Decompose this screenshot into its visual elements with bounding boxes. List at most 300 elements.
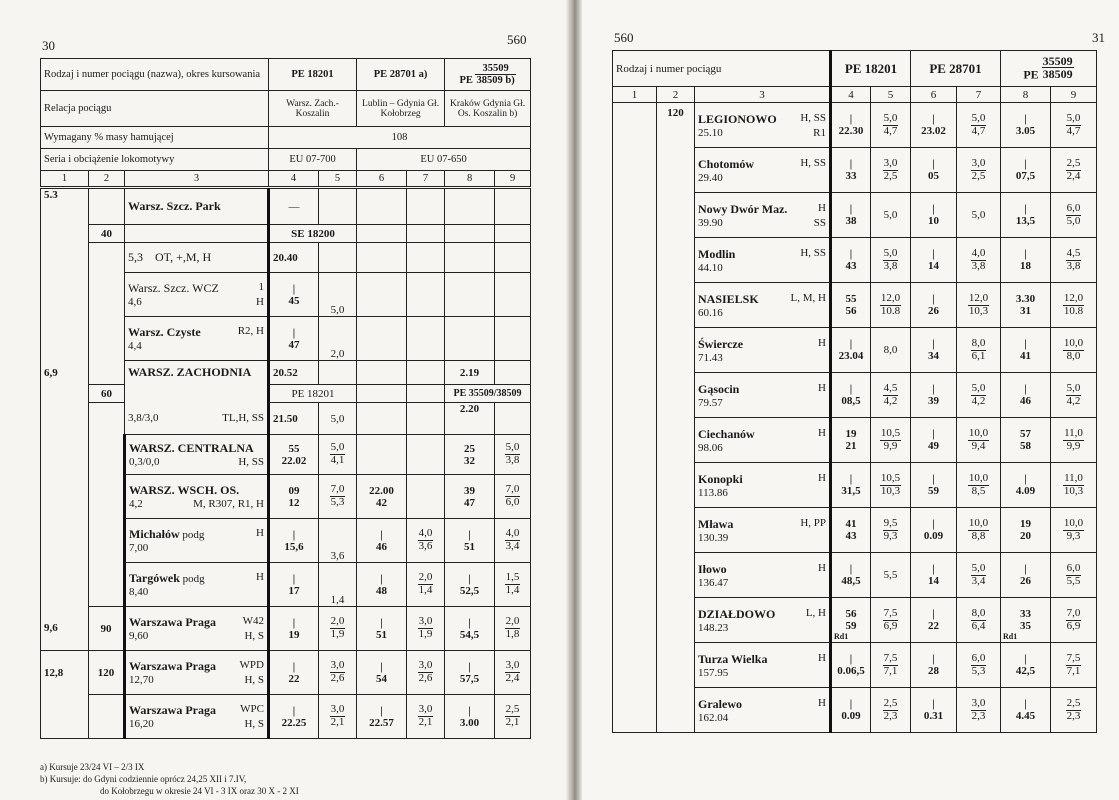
run-time-bottom: 5,3 (330, 496, 345, 508)
station-name: NASIELSK (698, 291, 759, 306)
timetable-cell: 22.57 (369, 716, 394, 729)
station-km: 162.04 (698, 711, 729, 724)
timetable-cell: 22.25 (281, 716, 307, 729)
timetable-cell: 0.06,5 (837, 665, 865, 677)
run-time-bottom: 2,4 (1066, 169, 1081, 182)
run-time-top: 4,0 (971, 246, 986, 259)
station-km: 7,00 (129, 542, 149, 554)
timetable-cell: | (932, 248, 935, 260)
run-time-top: 5,0 (971, 561, 986, 574)
col-number: 3 (695, 87, 831, 103)
run-time-bottom: 4,7 (1066, 124, 1081, 137)
timetable-cell: | (1024, 383, 1027, 395)
station-codes: H, SS (800, 246, 826, 259)
timetable-body: 5.3 Warsz. Szcz. Park — 40 SE 18200 5,3 OT, +,M, H 20.40 Warsz. Szcz. WCZ 1 4,6 H | 45 5,0 Warsz. Czyste R2, H 4,4 | 47 2,0 6,9 WARSZ. ZACHODNIA 20.52 2.19 60 PE 18201 PE 35509/38509 3,8/3,0 TL,H, SS 21.50 5,0 2.20 WARSZ. CENTRALNA 0,3/0,0 H, SS 55 22.02 $\frac{5,0}{4,1}$ 25 32 $\frac{5,0}{3,8}$ WARSZ. WSCH. OS. 4,2 M, R307, R1, H 09 12 $\frac{7,0}{5,3}$ 22.00 42 39 47 $\frac{7,0}{6,0}$ Michałów podg H 7,00 | 15,6 3,6 | 46 $\frac{4,0}{3,6}$ | 51 $\frac{4,0}{3,4}$ Targówek podg H 8,40 | 17 1,4 | 48 $\frac{2,0}{1,4}$ | 52,5 $\frac{1,5}{1,4}$ 9,6 90 Warszawa Praga W42 9,60 H, S | 19 $\frac{2,0}{1,9}$ | 51 $\frac{3,0}{1,9}$ | 54,5 $\frac{2,0}{1,8}$ 12,8 120 Warszawa Praga WPD 12,70 H, S | 22 $\frac{3,0}{2,6}$ | 54 $\frac{3,0}{2,6}$ | 57,5 $\frac{3,0}{2,4}$ Warszawa Praga WPC 16,20 H, S | 22.25 $\frac{3,0}{2,1}$ | 22.57 $\frac{3,0}{2,1}$ | 3.00 $\frac{2,5}{2,1}$ (40, 188, 531, 739)
column-numbers (613, 87, 1097, 103)
timetable-cell: 45 (288, 294, 300, 307)
station-name: Warszawa Praga (129, 659, 216, 673)
station-name: Świercze (698, 336, 744, 351)
timetable-cell: 51 (464, 540, 475, 553)
timetable-cell: 18 (1020, 260, 1031, 272)
timetable-cell: 57,5 (459, 672, 480, 685)
run-time-top: 5,0 (505, 441, 520, 454)
timetable-cell: 46 (376, 540, 387, 553)
station-km: 130.39 (698, 531, 729, 544)
run-time-top: 12,0 (1063, 291, 1084, 304)
run-time-bottom: 1,4 (505, 584, 520, 596)
station-block (125, 695, 269, 739)
run-time-top: 4,5 (883, 381, 898, 394)
run-time-bottom: 1,4 (418, 584, 433, 596)
station-name: Ciechanów (698, 426, 755, 441)
timetable-cell: 57 (1020, 428, 1031, 440)
timetable-cell: 38 (845, 215, 857, 227)
timetable-cell: 21.50 (269, 403, 319, 435)
timetable-cell: | (1024, 248, 1027, 260)
station-code: SS (813, 216, 826, 229)
timetable-cell: | (932, 203, 935, 215)
run-time-bottom: 5,5 (883, 568, 898, 581)
run-time-bottom: 8,8 (971, 529, 986, 542)
timetable-cell: 14 (928, 260, 939, 272)
run-time-bottom: 10.8 (1063, 304, 1084, 317)
run-time-bottom: 4,7 (971, 124, 986, 137)
train-number: PE 18201 (831, 51, 911, 87)
run-time-top: 3,0 (330, 659, 345, 672)
station-codes: H (818, 696, 826, 709)
train-number-combined (1001, 51, 1097, 87)
station-details (125, 403, 269, 435)
station-code: WPD (239, 659, 264, 671)
timetable-cell: 19 (288, 628, 300, 641)
run-time-top: 8,0 (971, 606, 986, 619)
footnote: do Kołobrzegu w okresie 24 VI - 3 IX oraz 30 X - 2 XI (100, 786, 299, 796)
timetable-cell: 39 (464, 484, 475, 497)
train-top: 35509 (475, 63, 515, 75)
station-block (695, 283, 831, 328)
run-time-bottom: 9,9 (1066, 439, 1081, 452)
run-time-top: 12,0 (968, 291, 989, 304)
station-km: 5,3 (128, 250, 143, 264)
run-time-top: 5,0 (971, 111, 986, 124)
station-km: 148.23 (698, 621, 729, 634)
col-number: 2 (657, 87, 695, 103)
run-time-bottom: 9,3 (883, 529, 898, 542)
timetable-cell: 3.00 (459, 716, 480, 729)
timetable-cell: 19 (845, 428, 857, 440)
station-code: W42 (242, 615, 264, 627)
station-km: 3,8/3,0 (128, 412, 159, 425)
station-codes: OT, +,M, H (155, 250, 212, 264)
timetable-cell: | (932, 293, 935, 305)
station-name: DZIAŁDOWO (698, 606, 776, 621)
run-time-top: 7,5 (883, 651, 898, 664)
timetable-cell: 21 (845, 440, 857, 452)
run-time-bottom: 2,5 (883, 169, 898, 182)
station-codes: H, SS (800, 156, 826, 169)
timetable-cell: 54 (376, 672, 387, 685)
station-km: 4,6 (128, 296, 142, 308)
timetable-cell: 0.09 (841, 710, 861, 722)
page-number: 560 (614, 30, 634, 45)
run-time-top: 7,5 (1066, 651, 1081, 664)
timetable (612, 50, 1097, 733)
run-time-top: 3,0 (883, 156, 898, 169)
timetable-cell: 23.04 (838, 350, 864, 362)
run-time-bottom: 4,2 (883, 394, 898, 407)
timetable-cell: 13,5 (1015, 215, 1036, 227)
timetable-cell: 52,5 (459, 584, 480, 597)
station-name: WARSZ. ZACHODNIA (125, 361, 269, 385)
station-km: 71.43 (698, 351, 723, 364)
run-time-top: 6,0 (1066, 201, 1081, 214)
timetable-cell: 2.19 (445, 361, 495, 385)
timetable-cell: 33 (1020, 608, 1031, 620)
timetable-cell: 31 (1020, 305, 1031, 317)
station-name: Konopki (698, 471, 743, 486)
timetable-cell: | (932, 608, 935, 620)
station-km: 25.10 (698, 126, 723, 139)
timetable-cell: 51 (376, 628, 387, 641)
run-time-top: 11,0 (1064, 426, 1083, 439)
run-time: 1,4 (319, 563, 357, 607)
station-block (695, 508, 831, 553)
timetable-cell: 26 (928, 305, 939, 317)
station-block (125, 563, 269, 607)
station-code: WPC (240, 703, 264, 715)
station-block (695, 373, 831, 418)
run-time-bottom: 2,6 (418, 672, 433, 684)
col-number: 8 (1001, 87, 1051, 103)
timetable-cell: | (932, 563, 935, 575)
timetable-cell: | (932, 158, 935, 170)
timetable-cell: 22 (928, 620, 939, 632)
station-km: 12,70 (129, 674, 154, 686)
loco-value: EU 07-700 (269, 149, 357, 171)
run-time-top: 7,0 (1066, 606, 1081, 619)
timetable-cell: | (1024, 653, 1027, 665)
timetable-cell: 41 (1020, 350, 1031, 362)
timetable-cell: 0.31 (923, 710, 944, 722)
station-block (125, 435, 269, 475)
speed-limit: 120 (657, 103, 695, 733)
page-number: 30 (42, 38, 55, 53)
run-time-top: 3,0 (418, 615, 433, 628)
timetable-cell: 56 (845, 608, 857, 620)
speed-limit: 120 (89, 651, 125, 695)
run-time-top: 10,0 (968, 516, 989, 529)
run-time-bottom: 5,0 (883, 208, 898, 221)
run-time-bottom: 8,0 (1066, 349, 1081, 362)
run-time-bottom: 8,5 (971, 484, 986, 497)
timetable-cell: 22.02 (281, 454, 307, 467)
run-time-bottom: 10,3 (968, 304, 989, 317)
note-marker: Rd1 (834, 632, 849, 641)
run-time-bottom: 1,9 (418, 628, 433, 640)
station-km: 0,3/0,0 (129, 456, 160, 468)
col-number: 6 (357, 171, 407, 187)
timetable-cell: | (1024, 113, 1027, 125)
station-block (695, 103, 831, 148)
station-block (695, 553, 831, 598)
km-marker: 9,6 (41, 607, 89, 651)
station-code: 1 (258, 281, 264, 293)
run-time-bottom: 6,4 (971, 619, 986, 632)
station-km: 16,20 (129, 718, 154, 730)
station-details (125, 243, 269, 273)
timetable-cell: 09 (288, 484, 300, 497)
station-block (125, 519, 269, 563)
right-page (582, 0, 1119, 800)
col-number: 7 (957, 87, 1001, 103)
run-time-top: 5,0 (1066, 381, 1081, 394)
loco-label: Seria i obciążenie lokomotywy (41, 149, 269, 171)
run-time-top: 4,0 (418, 527, 433, 540)
timetable-cell: | (849, 383, 853, 395)
station-km: 157.95 (698, 666, 729, 679)
timetable-cell: | (932, 113, 935, 125)
timetable-cell: | (1024, 473, 1027, 485)
station-km: 8,40 (129, 586, 149, 598)
run-time-bottom: 2,1 (330, 716, 345, 728)
run-time-bottom: 8,0 (883, 343, 898, 356)
col-number: 9 (495, 171, 531, 187)
col-number: 8 (445, 171, 495, 187)
station-code: R1 (813, 126, 826, 139)
timetable-cell: 12 (288, 496, 300, 509)
station-name: Gralewo (698, 696, 742, 711)
timetable-cell: 59 (845, 620, 857, 632)
station-codes: H, PP (800, 516, 826, 529)
timetable-cell: | (932, 518, 935, 530)
run-time-top: 2,0 (505, 615, 520, 628)
station-name: Mława (698, 516, 734, 531)
train-number: PE 35509/38509 (445, 385, 531, 403)
run-time: 3,6 (319, 519, 357, 563)
run-time-bottom: 6,9 (1066, 619, 1081, 632)
loco-value: EU 07-650 (357, 149, 531, 171)
run-time-top: 7,0 (505, 483, 520, 496)
station-block (695, 598, 831, 643)
speed-limit: 60 (89, 385, 125, 403)
station-block (125, 317, 269, 361)
run-time-bottom: 3,8 (883, 259, 898, 272)
timetable-cell: 55 (288, 442, 300, 455)
col-number: 6 (911, 87, 957, 103)
run-time-top: 5,0 (883, 246, 898, 259)
station-block (695, 688, 831, 733)
brake-value: 108 (269, 127, 531, 149)
run-time-top: 7,5 (883, 606, 898, 619)
footnote: a) Kursuje 23/24 VI – 2/3 IX (40, 762, 145, 772)
run-time-bottom: 1,9 (330, 628, 345, 640)
timetable-cell: 33 (845, 170, 857, 182)
station-codes: H (818, 336, 826, 349)
station-codes: H, S (244, 630, 264, 642)
run-time-bottom: 2,1 (418, 716, 433, 728)
timetable-cell: | (849, 473, 853, 485)
station-km: 4,4 (128, 340, 142, 352)
run-time: 5,0 (319, 273, 357, 317)
station-block (695, 238, 831, 283)
note-marker: Rd1 (1003, 632, 1018, 641)
station-codes: H, S (244, 718, 264, 730)
station-code: H (256, 296, 264, 308)
route: Lublin – Gdynia Gł. Kołobrzeg (357, 91, 445, 127)
run-time-top: 11,0 (1064, 471, 1083, 484)
run-time-bottom: 5,0 (971, 208, 986, 221)
station-codes: L, H (805, 606, 826, 619)
run-time-bottom: 10.8 (880, 304, 901, 317)
station-name: Targówek (129, 571, 180, 585)
station-name: Michałów (129, 527, 180, 541)
timetable-cell: | (932, 428, 935, 440)
station-codes: H, SS (238, 456, 264, 468)
timetable-cell: 20.40 (269, 243, 319, 273)
train-label: Rodzaj i numer pociągu (613, 51, 831, 87)
run-time-top: 2,5 (1066, 696, 1081, 709)
run-time-top: 12,0 (880, 291, 901, 304)
timetable-cell: 41 (845, 518, 857, 530)
station-codes: H (818, 651, 826, 664)
col-number: 9 (1051, 87, 1097, 103)
run-time-top: 2,0 (418, 571, 433, 584)
station-block (695, 193, 831, 238)
timetable-cell: 3.30 (1015, 293, 1036, 305)
run-time-top: 3,0 (971, 696, 986, 709)
run-time-top: 2,5 (505, 703, 520, 716)
station-codes: H, S (244, 674, 264, 686)
timetable-cell: 15,6 (284, 540, 304, 553)
timetable-cell: 47 (288, 338, 300, 351)
timetable-cell: | (849, 653, 853, 665)
run-time-bottom: 9,4 (971, 439, 986, 452)
run-time-bottom: 1,8 (505, 628, 520, 640)
col-number: 1 (41, 171, 89, 187)
station-row (613, 103, 1097, 148)
run-time-bottom: 3,4 (505, 540, 520, 552)
run-time: 5,0 (319, 403, 357, 435)
station-codes: H (818, 561, 826, 574)
run-time-bottom: 3,8 (971, 259, 986, 272)
col-number: 7 (407, 171, 445, 187)
timetable-cell: 22.00 (369, 484, 394, 497)
timetable-cell: 49 (928, 440, 939, 452)
timetable-cell: | (849, 248, 853, 260)
timetable-cell: | (1024, 338, 1027, 350)
station-type: podg (182, 573, 205, 585)
timetable-cell: 20.52 (269, 361, 319, 385)
station-block (125, 273, 269, 317)
run-time-bottom: 3,8 (1066, 259, 1081, 272)
timetable-cell: | (932, 653, 935, 665)
run-time-top: 3,0 (418, 659, 433, 672)
train-top: 35509 (1042, 53, 1073, 68)
timetable-cell: 43 (845, 260, 857, 272)
run-time-bottom: 5,3 (971, 664, 986, 677)
timetable-cell: 17 (288, 584, 300, 597)
station-codes: H (818, 471, 826, 484)
timetable-cell: | (849, 563, 853, 575)
run-time-top: 7,0 (330, 483, 345, 496)
station-km: 44.10 (698, 261, 723, 274)
station-name: Turza Wielka (698, 651, 768, 666)
station-km: 39.90 (698, 216, 723, 229)
timetable-cell: 59 (928, 485, 939, 497)
run-time-top: 10,5 (880, 471, 901, 484)
station-codes: H (818, 426, 826, 439)
run-time-bottom: 2,4 (505, 672, 520, 684)
run-time-top: 5,0 (971, 381, 986, 394)
timetable-cell: 0.09 (923, 530, 944, 542)
timetable-cell: | (849, 338, 853, 350)
timetable-cell: 4.45 (1015, 710, 1036, 722)
timetable-cell: 58 (1020, 440, 1031, 452)
run-time-top: 3,0 (505, 659, 520, 672)
timetable-cell: 47 (464, 496, 475, 509)
speed-limit: 40 (89, 225, 125, 243)
timetable-cell: 19 (1020, 518, 1031, 530)
timetable-cell: 55 (845, 293, 857, 305)
run-time-bottom: 4,2 (1066, 394, 1081, 407)
run-time-top: 4,0 (505, 527, 520, 540)
run-time-bottom: 2,3 (883, 709, 898, 722)
speed-limit: 90 (89, 607, 125, 651)
run-time-bottom: 2,1 (505, 716, 520, 728)
station-name: Warsz. Szcz. WCZ (128, 281, 219, 295)
station-name: Modlin (698, 246, 736, 261)
station-block (695, 643, 831, 688)
timetable-cell: 2.20 (445, 403, 495, 435)
run-time-top: 2,0 (330, 615, 345, 628)
run-time-top: 10,0 (1063, 516, 1084, 529)
run-time-bottom: 7,1 (1066, 664, 1081, 677)
run-time-top: 10,5 (880, 426, 901, 439)
timetable-cell: | (1024, 698, 1027, 710)
station-block (695, 148, 831, 193)
run-time-top: 3,0 (971, 156, 986, 169)
station-codes: L, M, H (790, 291, 826, 304)
station-codes: H (818, 381, 826, 394)
route: Warsz. Zach.-Koszalin (269, 91, 357, 127)
station-km: 79.57 (698, 396, 723, 409)
route: Kraków Gdynia Gł. Os. Koszalin b) (445, 91, 531, 127)
train-number: PE 28701 (911, 51, 1001, 87)
station-km: 60.16 (698, 306, 723, 319)
brake-label: Wymagany % masy hamującej (41, 127, 269, 149)
run-time-bottom: 10,3 (1063, 484, 1084, 497)
km-marker: 5.3 (41, 189, 89, 225)
run-time-top: 8,0 (971, 336, 986, 349)
col-number: 4 (269, 171, 319, 187)
timetable-cell: 22 (288, 672, 300, 685)
run-time-top: 3,0 (330, 703, 345, 716)
timetable-cell: 28 (928, 665, 939, 677)
footnote: b) Kursuje: do Gdyni codziennie oprócz 24,25 XII i 7.IV, (40, 774, 247, 784)
run-time-bottom: 4,7 (883, 124, 898, 137)
run-time-top: 5,0 (330, 441, 345, 454)
run-time-top: 2,5 (883, 696, 898, 709)
station-km: 113.86 (698, 486, 728, 499)
col-number: 4 (831, 87, 871, 103)
station-codes: H, SS (800, 111, 826, 124)
timetable-cell: | (932, 338, 935, 350)
timetable-cell: 3.05 (1015, 125, 1036, 137)
timetable-cell: 48,5 (841, 575, 861, 587)
timetable-cell: 14 (928, 575, 939, 587)
train-prefix: PE (1023, 67, 1039, 82)
timetable-cell: 42,5 (1015, 665, 1036, 677)
